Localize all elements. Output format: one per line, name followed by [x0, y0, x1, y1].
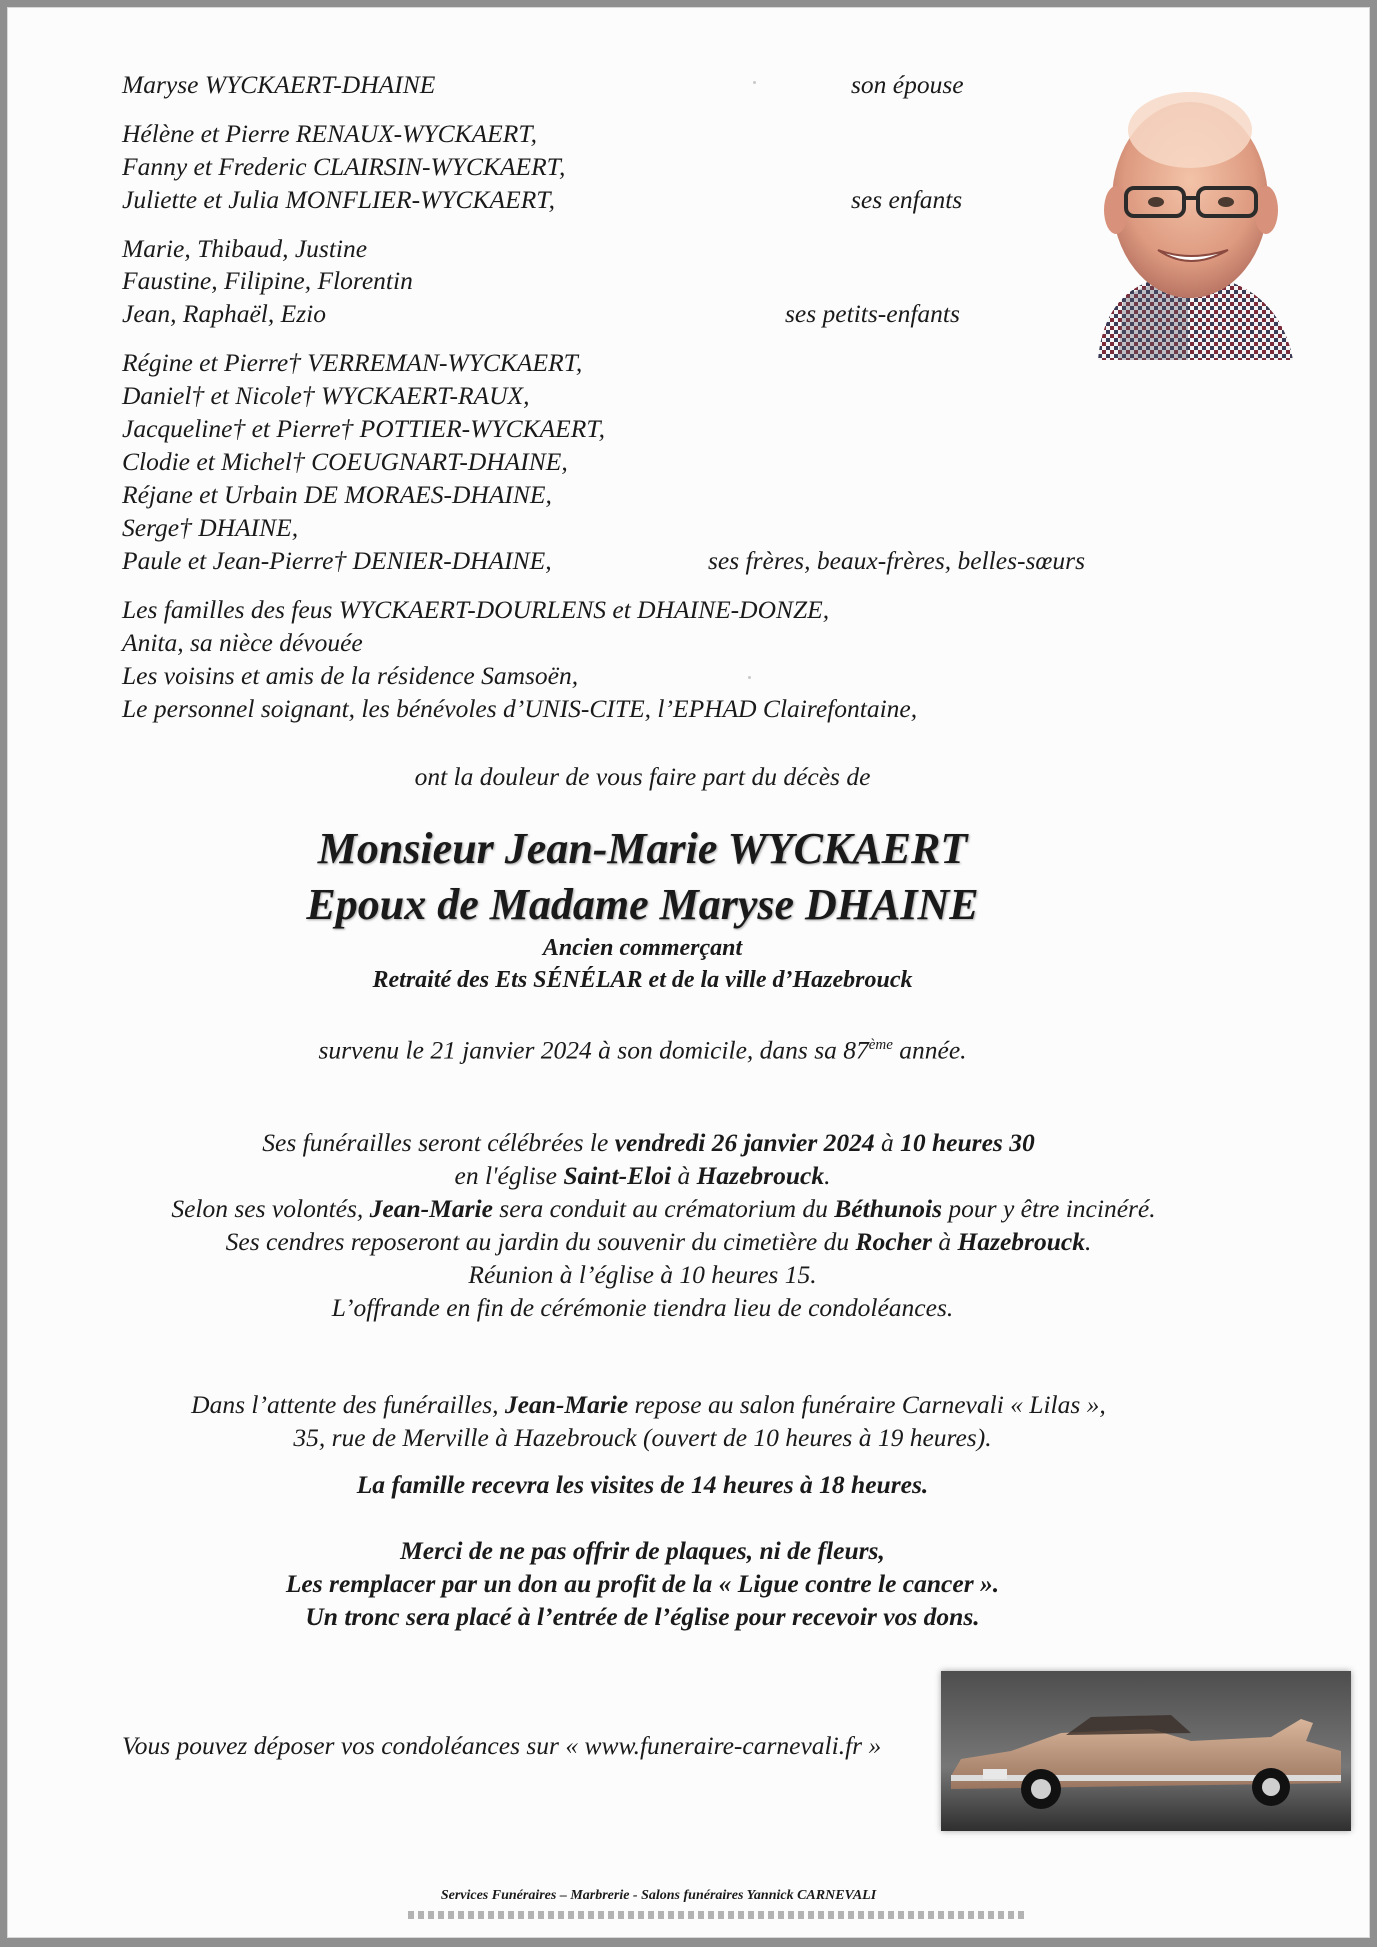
obituary-page	[7, 7, 1370, 1938]
family-name: Jean, Raphaël, Ezio	[122, 299, 326, 328]
family-name: Daniel† et Nicole† WYCKAERT-RAUX,	[122, 381, 530, 410]
family-name: Juliette et Julia MONFLIER-WYCKAERT,	[122, 185, 555, 214]
funeral-line: Selon ses volontés, Jean-Marie sera conduit au crématorium du Béthunois pour y être incinéré.	[171, 1194, 1156, 1223]
family-name: Anita, sa nièce dévouée	[122, 628, 363, 657]
visits-line: La famille recevra les visites de 14 heures à 18 heures.	[356, 1470, 929, 1499]
salon-line: 35, rue de Merville à Hazebrouck (ouvert de 10 heures à 19 heures).	[293, 1423, 992, 1452]
family-name: Marie, Thibaud, Justine	[122, 234, 368, 263]
family-name: Jacqueline† et Pierre† POTTIER-WYCKAERT,	[122, 414, 605, 443]
family-name: Maryse WYCKAERT-DHAINE	[122, 70, 436, 99]
scan-speck	[753, 81, 756, 84]
funeral-line: en l'église Saint-Eloi à Hazebrouck.	[454, 1161, 831, 1190]
funeral-line: Ses cendres reposeront au jardin du souvenir du cimetière du Rocher à Hazebrouck.	[225, 1227, 1092, 1256]
family-name: Régine et Pierre† VERREMAN-WYCKAERT,	[122, 348, 583, 377]
deceased-spouse: Epoux de Madame Maryse DHAINE	[306, 880, 979, 929]
portrait-photo	[1078, 70, 1300, 360]
footer-address-cut	[408, 1911, 1028, 1919]
condolences-line: Vous pouvez déposer vos condoléances sur « www.funeraire-carnevali.fr »	[122, 1731, 882, 1760]
family-name: Les familles des feus WYCKAERT-DOURLENS et DHAINE-DONZE,	[122, 595, 830, 624]
family-name: Le personnel soignant, les bénévoles d’UNIS-CITE, l’EPHAD Clairefontaine,	[122, 694, 918, 723]
deceased-occupation: Ancien commerçant	[542, 935, 743, 961]
family-relation: ses petits-enfants	[785, 299, 960, 328]
footer-company: Services Funéraires – Marbrerie - Salons funéraires Yannick CARNEVALI	[440, 1888, 877, 1903]
family-name: Fanny et Frederic CLAIRSIN-WYCKAERT,	[122, 152, 566, 181]
family-name: Serge† DHAINE,	[122, 513, 299, 542]
family-name: Les voisins et amis de la résidence Samsoën,	[122, 661, 579, 690]
deceased-name: Monsieur Jean-Marie WYCKAERT	[317, 824, 968, 873]
family-relation: ses enfants	[851, 185, 963, 214]
deceased-retirement: Retraité des Ets SÉNÉLAR et de la ville d’Hazebrouck	[372, 967, 913, 993]
family-name: Clodie et Michel† COEUGNART-DHAINE,	[122, 447, 568, 476]
family-name: Réjane et Urbain DE MORAES-DHAINE,	[122, 480, 552, 509]
vintage-car-photo	[941, 1671, 1351, 1831]
family-name: Paule et Jean-Pierre† DENIER-DHAINE,	[122, 546, 552, 575]
death-statement: survenu le 21 janvier 2024 à son domicile, dans sa 87ème année.	[318, 1035, 967, 1065]
family-relation: son épouse	[851, 70, 964, 99]
funeral-line: L’offrande en fin de cérémonie tiendra lieu de condoléances.	[331, 1293, 954, 1322]
donation-line: Les remplacer par un don au profit de la « Ligue contre le cancer ».	[285, 1569, 1000, 1598]
family-name: Faustine, Filipine, Florentin	[122, 266, 413, 295]
salon-line: Dans l’attente des funérailles, Jean-Marie repose au salon funéraire Carnevali « Lilas »,	[191, 1390, 1106, 1419]
family-name: Hélène et Pierre RENAUX-WYCKAERT,	[122, 119, 537, 148]
funeral-line: Ses funérailles seront célébrées le vendredi 26 janvier 2024 à 10 heures 30	[262, 1128, 1035, 1157]
funeral-line: Réunion à l’église à 10 heures 15.	[468, 1260, 817, 1289]
donation-line: Un tronc sera placé à l’entrée de l’église pour recevoir vos dons.	[305, 1602, 980, 1631]
donation-line: Merci de ne pas offrir de plaques, ni de fleurs,	[400, 1536, 885, 1565]
announcement-intro: ont la douleur de vous faire part du décès de	[414, 762, 871, 791]
scan-speck	[748, 676, 751, 679]
family-relation: ses frères, beaux-frères, belles-sœurs	[708, 546, 1086, 575]
